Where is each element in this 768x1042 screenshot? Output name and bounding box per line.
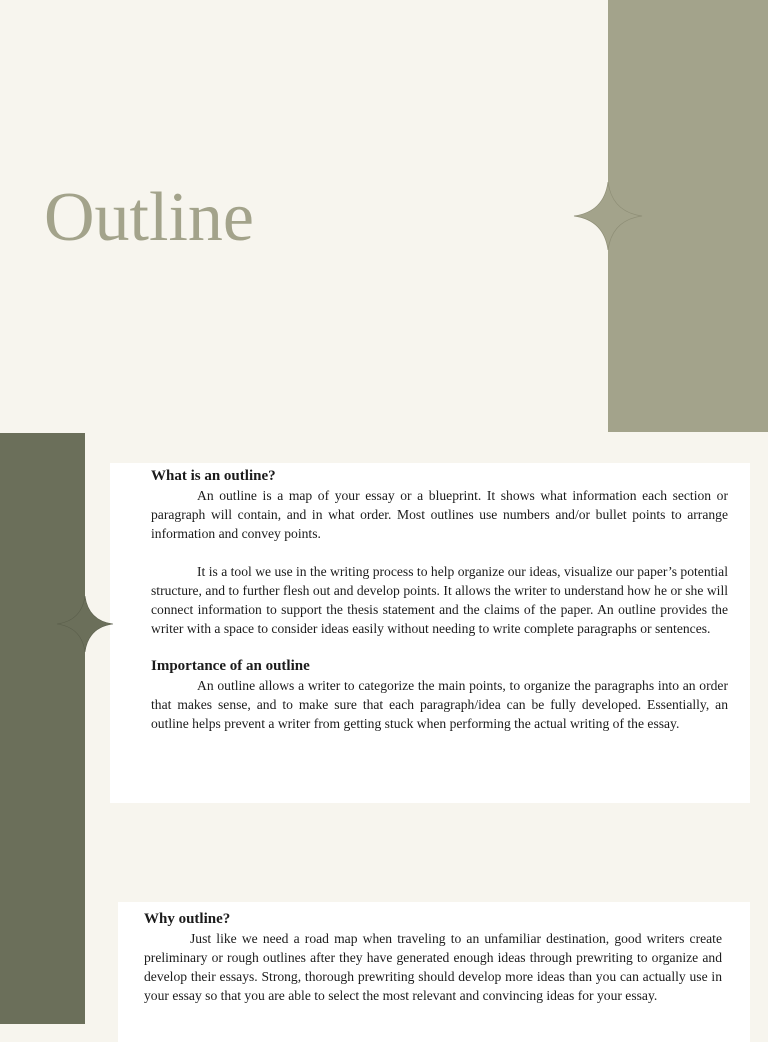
section-heading-why-outline: Why outline?	[144, 911, 231, 927]
four-point-star-icon	[57, 596, 113, 652]
paragraph-outline-definition: An outline is a map of your essay or a blueprint. It shows what information each section or paragraph will contain, and in what order. Most outlines use numbers and/or bullet points to arrange information and convey points.	[151, 488, 728, 541]
why-outline-card	[118, 902, 750, 1042]
paragraph-outline-tool: It is a tool we use in the writing process to help organize our ideas, visualize our paper’s potential structure, and to further flesh out and develop points. It allows the writer to understand how he or she will connect information to support the thesis statement and the claims of the paper. An outline provides the writer with a space to consider ideas easily without needing to write complete paragraphs or sentences.	[151, 564, 728, 636]
outline-definition-card	[110, 463, 750, 803]
section-heading-what-is-outline: What is an outline?	[151, 468, 276, 484]
slide-title: Outline	[44, 179, 254, 256]
section-heading-importance: Importance of an outline	[151, 658, 310, 674]
decorative-panel-bottom-left	[0, 433, 85, 1024]
paragraph-outline-importance: An outline allows a writer to categorize the main points, to organize the paragraphs into an order that makes sense, and to make sure that each paragraph/idea can be fully developed. Essentially, an outline helps prevent a writer from getting stuck when performing the actual writing of the essay.	[151, 678, 728, 731]
paragraph-why-outline: Just like we need a road map when traveling to an unfamiliar destination, good writers create preliminary or rough outlines after they have generated enough ideas through prewriting to organize and develop their essays. Strong, thorough prewriting should develop more ideas than you can actually use in your essay so that you are able to select the most relevant and convincing ideas for your essay.	[144, 931, 722, 1003]
four-point-star-icon	[574, 182, 642, 250]
